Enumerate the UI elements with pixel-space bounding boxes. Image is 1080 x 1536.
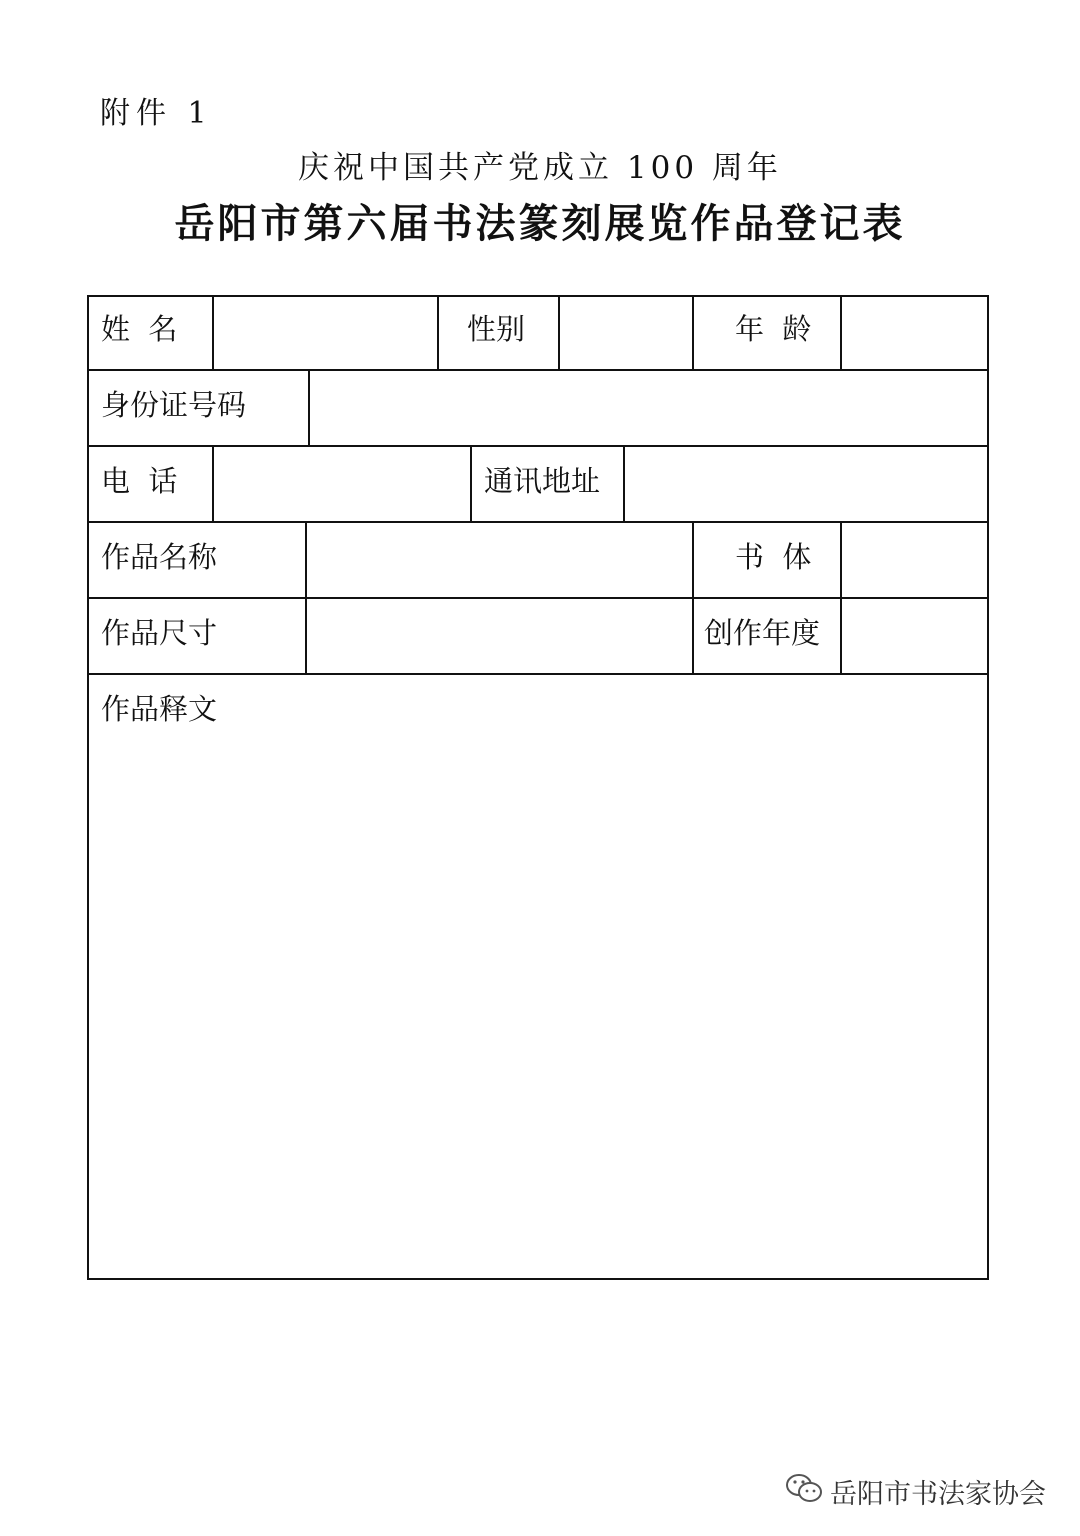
year-field[interactable] bbox=[840, 597, 989, 675]
script-style-label: 书 体 bbox=[735, 540, 812, 574]
script-style-field[interactable] bbox=[840, 521, 989, 599]
address-field[interactable] bbox=[623, 445, 989, 523]
work-title-field[interactable] bbox=[305, 521, 694, 599]
attachment-label: 附件 1 bbox=[100, 96, 213, 131]
wechat-icon bbox=[784, 1472, 824, 1511]
age-label: 年 龄 bbox=[735, 312, 812, 346]
phone-label: 电 话 bbox=[101, 464, 178, 498]
page-title: 岳阳市第六届书法篆刻展览作品登记表 bbox=[174, 201, 906, 247]
watermark bbox=[784, 1472, 1046, 1511]
work-title-label: 作品名称 bbox=[101, 540, 218, 574]
id-label: 身份证号码 bbox=[101, 388, 247, 422]
work-size-label: 作品尺寸 bbox=[101, 616, 218, 650]
phone-field[interactable] bbox=[212, 445, 472, 523]
year-label: 创作年度 bbox=[704, 616, 821, 650]
subtitle: 庆祝中国共产党成立 100 周年 bbox=[298, 150, 782, 186]
transcription-field[interactable] bbox=[87, 673, 989, 1280]
work-size-field[interactable] bbox=[305, 597, 694, 675]
id-number-field[interactable] bbox=[308, 369, 989, 447]
name-label: 姓 名 bbox=[101, 312, 178, 346]
age-field[interactable] bbox=[840, 295, 989, 371]
transcription-label: 作品释文 bbox=[101, 692, 218, 726]
name-field[interactable] bbox=[212, 295, 439, 371]
watermark-text: 岳阳市书法家协会 bbox=[830, 1479, 1046, 1510]
gender-label: 性别 bbox=[467, 312, 526, 346]
gender-field[interactable] bbox=[558, 295, 694, 371]
address-label: 通讯地址 bbox=[484, 464, 601, 498]
